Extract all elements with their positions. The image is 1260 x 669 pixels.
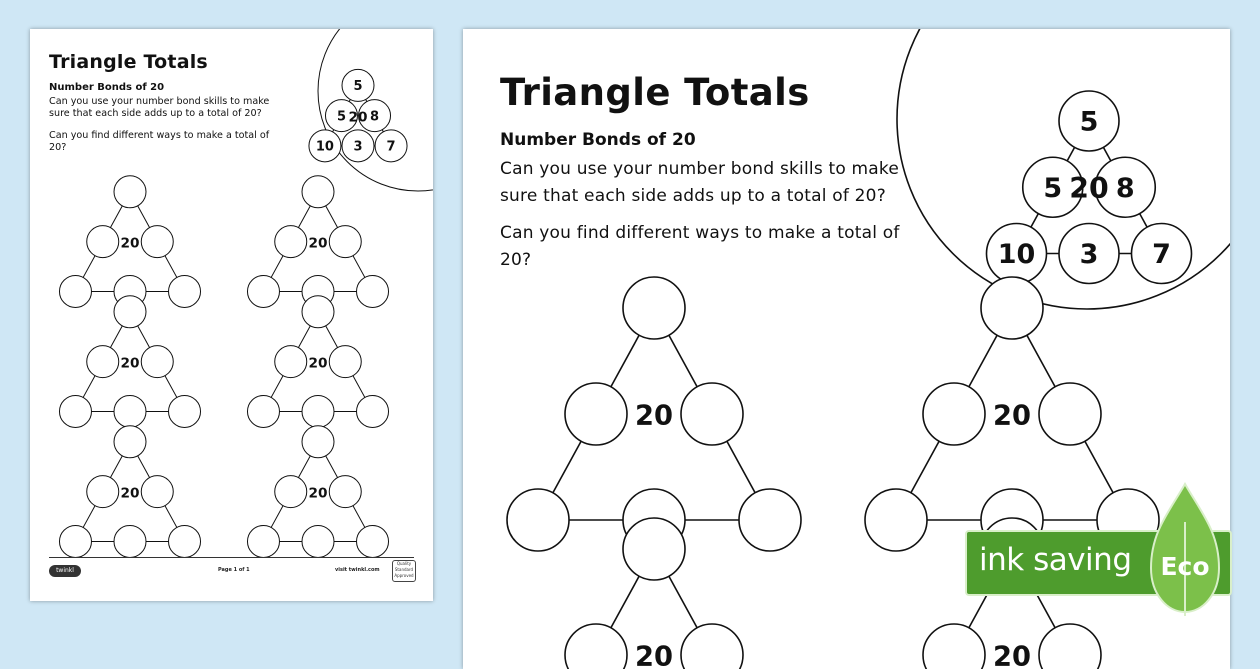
number-circle-left-middle[interactable]: [87, 226, 119, 258]
number-circle-right-middle[interactable]: [141, 346, 173, 378]
number-circle-bottom-middle[interactable]: [114, 395, 146, 427]
number-circle-top[interactable]: [302, 426, 334, 458]
number-circle-left-middle[interactable]: [275, 476, 307, 508]
blank-triangle[interactable]: [59, 176, 200, 308]
triangle-total: 20: [120, 235, 140, 252]
worksheet-title: Triangle Totals: [500, 71, 810, 114]
blank-triangles: [30, 29, 433, 601]
page-number: Page 1 of 1: [218, 567, 250, 573]
number-circle-right-middle[interactable]: [141, 226, 173, 258]
triangle-total: 20: [120, 485, 140, 502]
worksheet-thumbnail[interactable]: [30, 29, 433, 601]
number-circle-top[interactable]: [302, 296, 334, 328]
number-circle-right-middle[interactable]: [1039, 624, 1101, 669]
number-circle-bottom-right[interactable]: [169, 395, 201, 427]
number-circle-right-middle[interactable]: [681, 624, 743, 669]
instruction-text-1: Can you use your number bond skills to make sure that each side adds up to a total of 20?: [49, 96, 270, 120]
number-circle-left-middle[interactable]: [565, 383, 627, 445]
blank-triangle[interactable]: [247, 296, 388, 428]
number-left-middle: 5: [336, 109, 346, 125]
worksheet-subtitle: Number Bonds of 20: [500, 130, 696, 150]
number-circle-top[interactable]: [302, 176, 334, 208]
number-circle-bottom-left[interactable]: [59, 525, 91, 557]
number-top: 5: [353, 79, 363, 95]
number-circle-left-middle[interactable]: [275, 346, 307, 378]
number-circle-bottom-middle[interactable]: [114, 525, 146, 557]
number-circle-bottom-left[interactable]: [247, 525, 279, 557]
number-circle-top[interactable]: [623, 277, 685, 339]
number-circle-left-middle[interactable]: [87, 476, 119, 508]
number-bottom-left: 10: [315, 139, 334, 155]
blank-triangle[interactable]: [247, 176, 388, 308]
number-circle-bottom-left[interactable]: [59, 275, 91, 307]
number-circle-right-middle[interactable]: [329, 346, 361, 378]
triangle-total: 20: [993, 641, 1031, 669]
blank-triangle[interactable]: [59, 426, 200, 558]
number-circle-left-middle[interactable]: [87, 346, 119, 378]
number-left-middle: 5: [1043, 172, 1063, 204]
number-circle-top[interactable]: [114, 426, 146, 458]
number-circle-top[interactable]: [623, 518, 685, 580]
number-circle-bottom-right[interactable]: [739, 489, 801, 551]
number-circle-left-middle[interactable]: [275, 226, 307, 258]
instruction-text-2: Can you find different ways to make a total of 20?: [49, 130, 270, 154]
blank-triangle[interactable]: [507, 277, 801, 551]
footer-divider: [49, 557, 414, 558]
number-bottom-right: 7: [386, 139, 396, 155]
site-link[interactable]: visit twinkl.com: [335, 567, 380, 573]
number-circle-left-middle[interactable]: [923, 624, 985, 669]
number-right-middle: 8: [370, 109, 380, 125]
number-right-middle: 8: [1115, 172, 1135, 204]
triangle-total: 20: [993, 400, 1031, 432]
worksheet-subtitle: Number Bonds of 20: [49, 82, 165, 93]
number-bottom-right: 7: [1152, 239, 1171, 271]
number-circle-left-middle[interactable]: [565, 624, 627, 669]
triangle-total: 20: [635, 641, 673, 669]
number-circle-right-middle[interactable]: [1039, 383, 1101, 445]
number-circle-bottom-middle[interactable]: [302, 395, 334, 427]
number-circle-bottom-left[interactable]: [507, 489, 569, 551]
number-circle-right-middle[interactable]: [329, 476, 361, 508]
ink-saving-label: ink saving: [979, 542, 1132, 578]
number-bottom-left: 10: [997, 239, 1036, 271]
number-circle-bottom-left[interactable]: [865, 489, 927, 551]
eco-leaf-icon: [1149, 482, 1221, 618]
number-circle-top[interactable]: [114, 296, 146, 328]
blank-triangle[interactable]: [865, 277, 1159, 551]
triangle-total: 20: [1069, 171, 1109, 205]
eco-tag: Eco: [1160, 552, 1210, 581]
number-circle-bottom-left[interactable]: [247, 395, 279, 427]
number-circle-bottom-right[interactable]: [357, 275, 389, 307]
instruction-text-1: Can you use your number bond skills to make sure that each side adds up to a total of 20?: [500, 159, 900, 206]
triangle-total: 20: [120, 355, 140, 372]
number-circle-right-middle[interactable]: [141, 476, 173, 508]
triangle-total: 20: [308, 485, 328, 502]
number-top: 5: [1079, 106, 1099, 138]
number-circle-left-middle[interactable]: [923, 383, 985, 445]
number-circle-bottom-right[interactable]: [169, 275, 201, 307]
blank-triangle[interactable]: [247, 426, 388, 558]
number-circle-bottom-right[interactable]: [357, 525, 389, 557]
quality-stamp-icon: Quality Standard Approved: [392, 560, 416, 582]
number-circle-right-middle[interactable]: [329, 226, 361, 258]
number-circle-bottom-left[interactable]: [59, 395, 91, 427]
worksheet-title: Triangle Totals: [49, 51, 208, 73]
triangle-total: 20: [635, 400, 673, 432]
number-circle-bottom-right[interactable]: [169, 525, 201, 557]
number-circle-top[interactable]: [981, 277, 1043, 339]
number-circle-bottom-right[interactable]: [357, 395, 389, 427]
number-bottom-middle: 3: [1079, 239, 1099, 271]
triangle-total: 20: [308, 235, 328, 252]
triangle-total: 20: [348, 109, 368, 126]
number-bottom-middle: 3: [353, 139, 363, 155]
number-circle-right-middle[interactable]: [681, 383, 743, 445]
triangle-total: 20: [308, 355, 328, 372]
instruction-text-2: Can you find different ways to make a total of 20?: [500, 223, 900, 270]
blank-triangle[interactable]: [59, 296, 200, 428]
number-circle-bottom-left[interactable]: [247, 275, 279, 307]
number-circle-bottom-middle[interactable]: [302, 525, 334, 557]
number-circle-top[interactable]: [114, 176, 146, 208]
twinkl-logo: twinkl: [49, 565, 81, 577]
